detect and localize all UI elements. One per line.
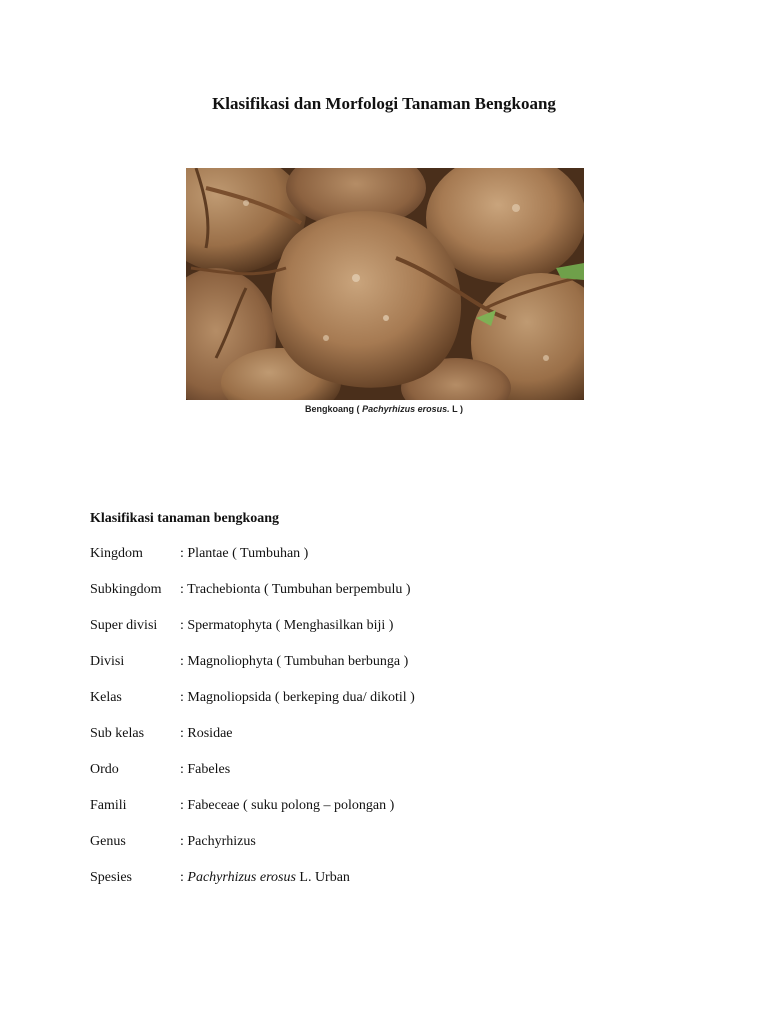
classification-row [90,833,690,869]
caption-suffix: L ) [452,404,463,414]
rank-value: : Fabeceae ( suku polong – polongan ) [180,798,395,813]
classification-table [90,545,690,905]
rank-value: : Magnoliopsida ( berkeping dua/ dikotil ) [180,690,415,705]
bengkoang-photo [186,168,584,400]
rank-value: : Magnoliophyta ( Tumbuhan berbunga ) [180,654,409,669]
section-heading: Klasifikasi tanaman bengkoang [90,511,280,526]
document-title: Klasifikasi dan Morfologi Tanaman Bengkoang [212,94,556,113]
classification-row [90,797,690,833]
rank-value: : Trachebionta ( Tumbuhan berpembulu ) [180,582,411,597]
classification-row [90,689,690,725]
classification-row [90,653,690,689]
rank-label: Famili [90,798,127,813]
classification-row [90,617,690,653]
rank-label: Subkingdom [90,582,162,597]
rank-label: Divisi [90,654,125,669]
caption-prefix: Bengkoang ( [305,404,360,414]
rank-label: Genus [90,834,126,849]
rank-label: Kelas [90,690,122,705]
rank-label: Sub kelas [90,726,145,741]
photo-caption [0,403,768,415]
species-prefix: : [180,870,188,885]
classification-row [90,725,690,761]
rank-value: : Fabeles [180,762,231,777]
rank-value: : Plantae ( Tumbuhan ) [180,546,309,561]
caption-species: Pachyrhizus erosus. [362,404,450,414]
rank-value: : Pachyrhizus [180,834,256,849]
rank-value: : Rosidae [180,726,233,741]
rank-label: Super divisi [90,618,158,633]
classification-row [90,869,690,905]
species-authority: L. Urban [295,870,350,885]
rank-value [180,869,350,905]
classification-row [90,761,690,797]
classification-row [90,545,690,581]
species-name: Pachyrhizus erosus [187,870,296,885]
rank-label: Ordo [90,762,119,777]
classification-row [90,581,690,617]
rank-label: Spesies [90,870,132,885]
rank-label: Kingdom [90,546,143,561]
rank-value: : Spermatophyta ( Menghasilkan biji ) [180,618,394,633]
